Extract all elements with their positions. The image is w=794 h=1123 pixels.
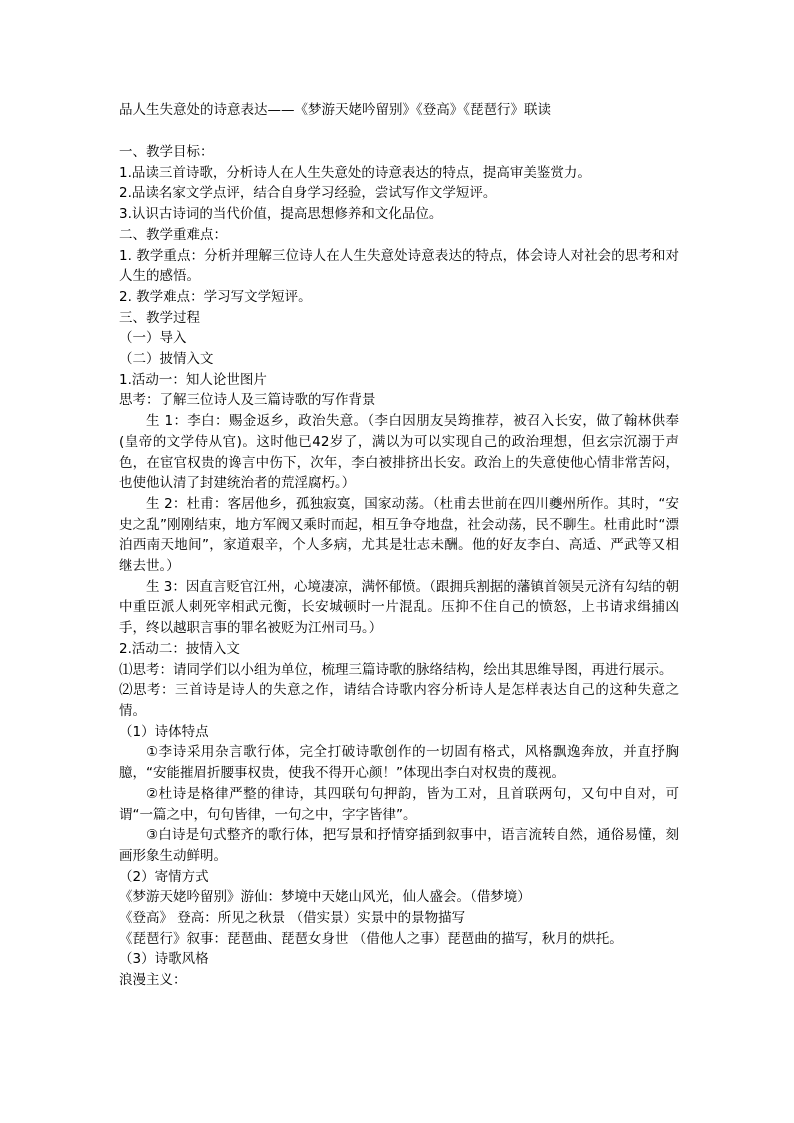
- subsection-heading: （二）披情入文: [119, 351, 214, 368]
- activity-heading: 2.活动二：披情入文: [119, 640, 240, 657]
- thinking-prompt: ⑵思考：三首诗是诗人的失意之作，请结合诗歌内容分析诗人是怎样表达自己的这种失意之情。: [119, 682, 679, 719]
- document-body: [119, 142, 679, 991]
- subsection-heading: （一）导入: [119, 330, 187, 347]
- analysis-paragraph: ①李诗采用杂言歌行体，完全打破诗歌创作的一切固有格式，风格飘逸奔放，并直抒胸臆，“安能摧眉折腰事权贵，使我不得开心颜！”体现出李白对权贵的蔑视。: [119, 744, 679, 782]
- point-heading: （1）诗体特点: [119, 723, 209, 740]
- student-answer-paragraph: 生 1：李白：赐金返乡，政治失意。（李白因朋友吴筠推荐，被召入长安，做了翰林供奉(皇帝的文学侍从官)。这时他已42岁了，满以为可以实现自己的政治理想，但玄宗沉溺于声色，在宦官权贵的谗言中伤下，次年，李白被排挤出长安。政治上的失意使他心情非常苦闷，也使他认清了封建统治者的荒淫腐朽。）: [119, 413, 679, 492]
- analysis-paragraph: ②杜诗是格律严整的律诗，其四联句句押韵，皆为工对，且首联两句，又句中自对，可谓“一篇之中，句句皆律，一句之中，字字皆律”。: [119, 785, 679, 823]
- student-answer-paragraph: 生 2：杜甫：客居他乡，孤独寂寞，国家动荡。（杜甫去世前在四川夔州所作。其时，“安史之乱”刚刚结束，地方军阀又乘时而起，相互争夺地盘，社会动荡，民不聊生。杜甫此时“漂泊西南天地间”，家道艰辛，个人多病，尤其是壮志未酬。他的好友李白、高适、严武等又相继去世。）: [119, 495, 679, 575]
- style-line: 浪漫主义：: [119, 972, 187, 989]
- student-answer-paragraph: 生 3：因直言贬官江州，心境凄凉，满怀郁愤。（跟拥兵割据的藩镇首领吴元济有勾结的朝中重臣派人刺死宰相武元衡，长安城顿时一片混乱。压抑不住自己的愤怒，上书请求缉捕凶手，终以越职言事的罪名被贬为江州司马。）: [119, 578, 679, 637]
- objective-item: 2.品读名家文学点评，结合自身学习经验，尝试写作文学短评。: [119, 185, 497, 202]
- section-heading-key-points: 二、教学重难点：: [119, 226, 227, 243]
- poem-line: 《梦游天姥吟留别》游仙：梦境中天姥山风光，仙人盛会。（借梦境）: [119, 889, 531, 906]
- objective-item: 3.认识古诗词的当代价值，提高思想修养和文化品位。: [119, 206, 443, 223]
- poem-line: 《琵琶行》叙事：琵琶曲、琵琶女身世 （借他人之事）琵琶曲的描写，秋月的烘托。: [119, 930, 623, 947]
- objective-item: 1.品读三首诗歌，分析诗人在人生失意处的诗意表达的特点，提高审美鉴赏力。: [119, 164, 591, 181]
- poem-line: 《登高》 登高：所见之秋景 （借实景）实景中的景物描写: [119, 910, 466, 927]
- analysis-paragraph: ③白诗是句式整齐的歌行体，把写景和抒情穿插到叙事中，语言流转自然，通俗易懂，刻画形象生动鲜明。: [119, 827, 679, 864]
- thinking-prompt: 思考：了解三位诗人及三篇诗歌的写作背景: [119, 392, 376, 409]
- key-point-item: 1. 教学重点：分析并理解三位诗人在人生失意处诗意表达的特点，体会诗人对社会的思考和对人生的感悟。: [119, 247, 679, 285]
- section-heading-objectives: 一、教学目标：: [119, 144, 214, 160]
- thinking-prompt: ⑴思考：请同学们以小组为单位，梳理三篇诗歌的脉络结构，绘出其思维导图，再进行展示。: [119, 661, 673, 678]
- activity-heading: 1.活动一：知人论世图片: [119, 371, 267, 388]
- document-title: 品人生失意处的诗意表达——《梦游天姥吟留别》《登高》《琵琶行》联读: [119, 102, 551, 118]
- point-heading: （3）诗歌风格: [119, 951, 209, 968]
- section-heading-process: 三、教学过程: [119, 309, 200, 326]
- key-point-item: 2. 教学难点：学习写文学短评。: [119, 288, 312, 305]
- point-heading: （2）寄情方式: [119, 868, 209, 885]
